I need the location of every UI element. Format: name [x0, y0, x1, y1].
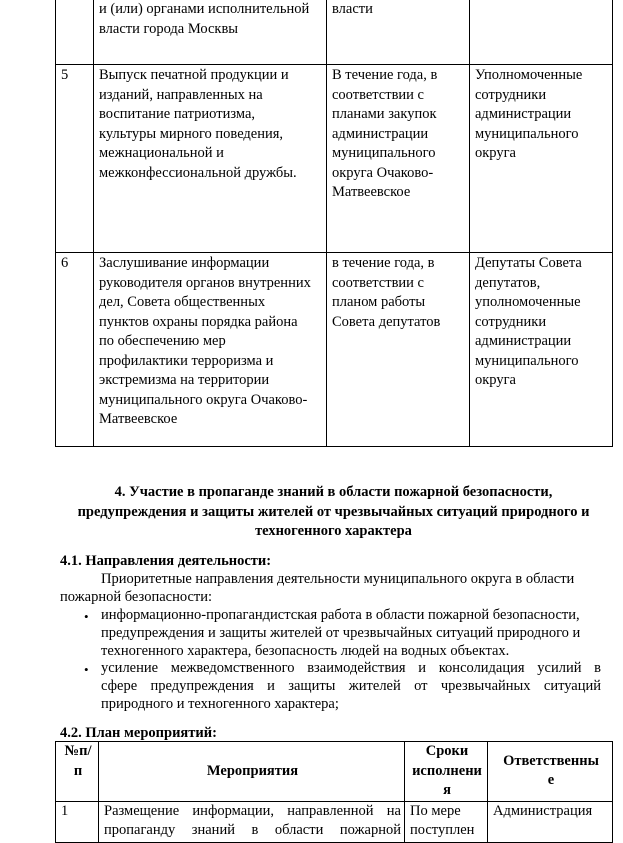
row-number: 6: [56, 253, 94, 447]
plan-table: [55, 741, 613, 843]
row-number: [56, 0, 94, 65]
header-event: Мероприятия: [99, 742, 405, 802]
header-responsible: Ответственны е: [488, 742, 613, 802]
term-cell: По мере поступлен: [405, 801, 488, 842]
section-heading: 4. Участие в пропаганде знаний в области пожарной безопасности, предупреждения и защиты жителей от чрезвычайных ситуаций природного и техногенного характера: [77, 484, 590, 539]
bullet-icon: •: [84, 662, 89, 677]
responsible-cell: [470, 0, 613, 65]
list-item: природного и техногенного характера;: [101, 696, 339, 712]
list-item: техногенного характера, безопасность людей на водных объектах.: [101, 643, 510, 659]
events-table-continued: [55, 0, 613, 447]
list-item: сфере предупреждения и защиты жителей от чрезвычайных ситуаций: [101, 678, 601, 694]
list-item: предупреждения и защиты жителей от чрезвычайных ситуаций природного и: [101, 625, 581, 641]
term-cell: В течение года, в соответствии с планами закупок администрации муниципального округа Очаково- Матвеевское: [327, 65, 470, 253]
header-number: №п/ п: [56, 742, 99, 802]
list-item: информационно-пропагандистская работа в области пожарной безопасности,: [101, 607, 580, 623]
table-header-row: [56, 742, 613, 802]
header-term: Сроки исполнени я: [405, 742, 488, 802]
intro-text: Приоритетные направления деятельности муниципального округа в области: [101, 571, 575, 587]
event-cell: Заслушивание информации руководителя органов внутренних дел, Совета общественных пунктов охраны порядка района по обеспечению мер профилактики терроризма и экстремизма на территории муниципального округа Очаково- Матвеевское: [94, 253, 327, 447]
table-row: [56, 0, 613, 65]
event-line: Размещение информации, направленной на: [104, 802, 401, 819]
subsection-title: 4.2. План мероприятий:: [60, 725, 217, 741]
responsible-cell: Администрация: [488, 801, 613, 842]
bullet-icon: •: [84, 609, 89, 624]
event-cell: Выпуск печатной продукции и изданий, направленных на воспитание патриотизма, культуры мирного поведения, межнациональной и межконфессиональной дружбы.: [94, 65, 327, 253]
responsible-cell: Уполномоченные сотрудники администрации муниципального округа: [470, 65, 613, 253]
responsible-cell: Депутаты Совета депутатов, уполномоченные сотрудники администрации муниципального округа: [470, 253, 613, 447]
event-cell: и (или) органами исполнительной власти города Москвы: [94, 0, 327, 65]
row-number: 5: [56, 65, 94, 253]
event-line: пропаганду знаний в области пожарной: [104, 822, 401, 838]
row-number: 1: [56, 801, 99, 842]
term-cell: в течение года, в соответствии с планом работы Совета депутатов: [327, 253, 470, 447]
table-row: [56, 65, 613, 253]
list-item: усиление межведомственного взаимодействия и консолидация усилий в: [101, 660, 601, 676]
subsection-title: 4.1. Направления деятельности:: [60, 553, 272, 569]
term-cell: власти: [327, 0, 470, 65]
intro-text: пожарной безопасности:: [60, 589, 213, 605]
table-row: [56, 253, 613, 447]
